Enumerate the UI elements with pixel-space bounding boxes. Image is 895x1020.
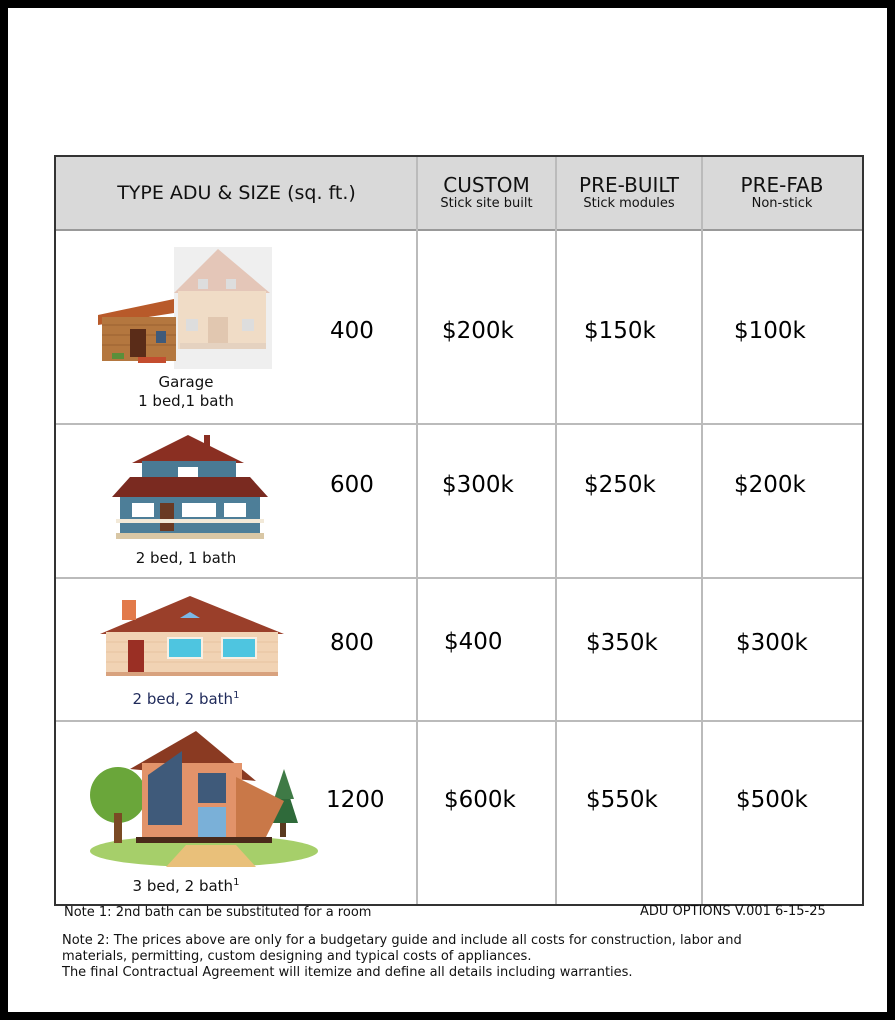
header-prebuilt-title: PRE-BUILT (579, 173, 679, 197)
row-4-custom-price: $600k (444, 787, 516, 813)
note-2-line-1: Note 2: The prices above are only for a budgetary guide and include all costs for construction, labor and (62, 933, 742, 948)
row-4-label-beds (116, 873, 256, 896)
garage-adu-house-icon (98, 243, 276, 371)
row-2-label-beds: 2 bed, 1 bath (135, 549, 237, 567)
row-divider (56, 423, 862, 425)
column-divider (555, 157, 557, 904)
header-custom-title: CUSTOM (443, 173, 530, 197)
row-3-custom-price: $400 (444, 629, 503, 655)
row-1-size: 400 (330, 318, 374, 344)
column-divider (416, 157, 418, 904)
row-3-prebuilt-price: $350k (586, 630, 658, 656)
row-3-size: 800 (330, 630, 374, 656)
row-2-prefab-price: $200k (734, 472, 806, 498)
header-prebuilt (556, 157, 702, 231)
header-type-size (56, 157, 417, 231)
row-1-prefab-price: $100k (734, 318, 806, 344)
header-prefab-subtitle: Non-stick (751, 196, 813, 211)
header-custom (417, 157, 556, 231)
header-custom-subtitle: Stick site built (440, 196, 533, 211)
header-prefab (702, 157, 862, 231)
row-3-footnote-marker: 1 (233, 690, 240, 701)
row-divider (56, 577, 862, 579)
header-prebuilt-subtitle: Stick modules (583, 196, 675, 211)
note-2-line-2: materials, permitting, custom designing and typical costs of appliances. (62, 949, 532, 964)
two-story-house-icon (112, 433, 268, 543)
note-1: Note 1: 2nd bath can be substituted for a room (64, 905, 372, 920)
row-4-size: 1200 (326, 787, 385, 813)
version-label: ADU OPTIONS V.001 6-15-25 (640, 904, 826, 919)
row-2-custom-price: $300k (442, 472, 514, 498)
row-divider (56, 720, 862, 722)
row-2-size: 600 (330, 472, 374, 498)
header-type-size-label: TYPE ADU & SIZE (sq. ft.) (117, 182, 356, 204)
row-3-label-beds (116, 686, 256, 709)
header-prefab-title: PRE-FAB (740, 173, 824, 197)
row-4-prebuilt-price: $550k (586, 787, 658, 813)
row-1-label-type: Garage (158, 373, 214, 391)
row-3-label-text: 2 bed, 2 bath (132, 690, 234, 708)
ranch-house-icon (100, 594, 284, 678)
row-4-footnote-marker: 1 (233, 877, 240, 888)
row-4-prefab-price: $500k (736, 787, 808, 813)
row-4-label-text: 3 bed, 2 bath (132, 877, 234, 895)
row-1-label-beds: 1 bed,1 bath (138, 392, 234, 410)
adu-options-table (54, 155, 864, 906)
row-2-prebuilt-price: $250k (584, 472, 656, 498)
column-divider (701, 157, 703, 904)
row-1-custom-price: $200k (442, 318, 514, 344)
row-1-prebuilt-price: $150k (584, 318, 656, 344)
row-3-prefab-price: $300k (736, 630, 808, 656)
modern-house-icon (86, 729, 322, 869)
note-2-line-3: The final Contractual Agreement will itemize and define all details including warranties. (62, 965, 633, 980)
